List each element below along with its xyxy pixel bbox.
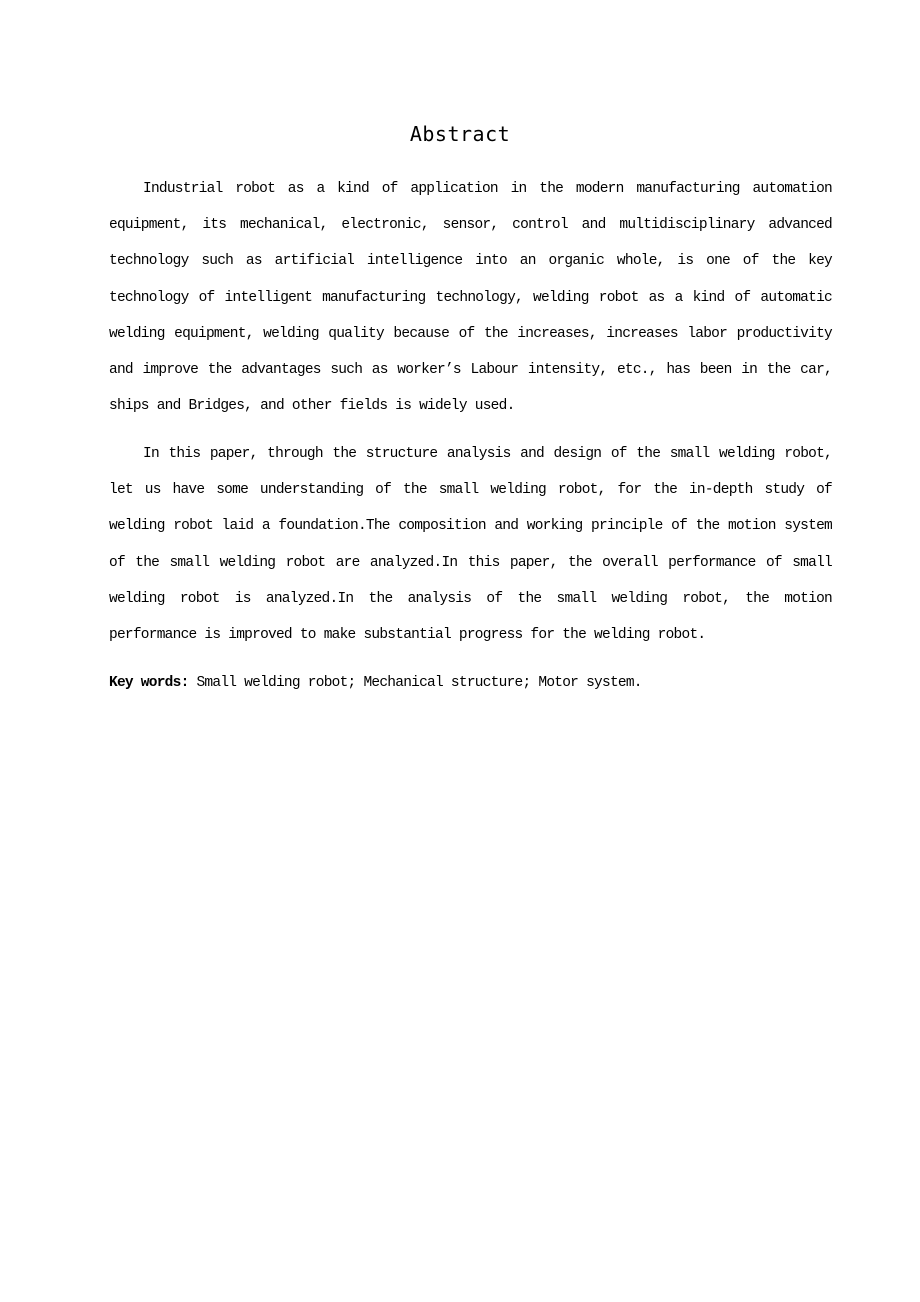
keywords-line [109,671,832,695]
abstract-title: Abstract [409,122,511,146]
abstract-paragraph-2: In this paper, through the structure analysis and design of the small welding robot, let us have some understanding of the small welding robot, for the in-depth study of welding robot laid a foundation.The composition and working principle of the motion system of the small welding robot are analyzed.In this paper, the overall performance of small welding robot is analyzed.In the analysis of the small welding robot, the motion performance is improved to make substantial progress for the welding robot. [109,446,832,644]
keywords-label: Key words: [109,675,189,691]
abstract-paragraph-1: Industrial robot as a kind of application in the modern manufacturing automation equipment, its mechanical, electronic, sensor, control and multidisciplinary advanced technology such as artificial intelligence into an organic whole, is one of the key technology of intelligent manufacturing technology, welding robot as a kind of automatic welding equipment, welding quality because of the increases, increases labor productivity and improve the advantages such as worker’s Labour intensity, etc., has been in the car, ships and Bridges, and other fields is widely used. [109,181,832,415]
keywords-text: Small welding robot; Mechanical structure; Motor system. [188,675,642,691]
